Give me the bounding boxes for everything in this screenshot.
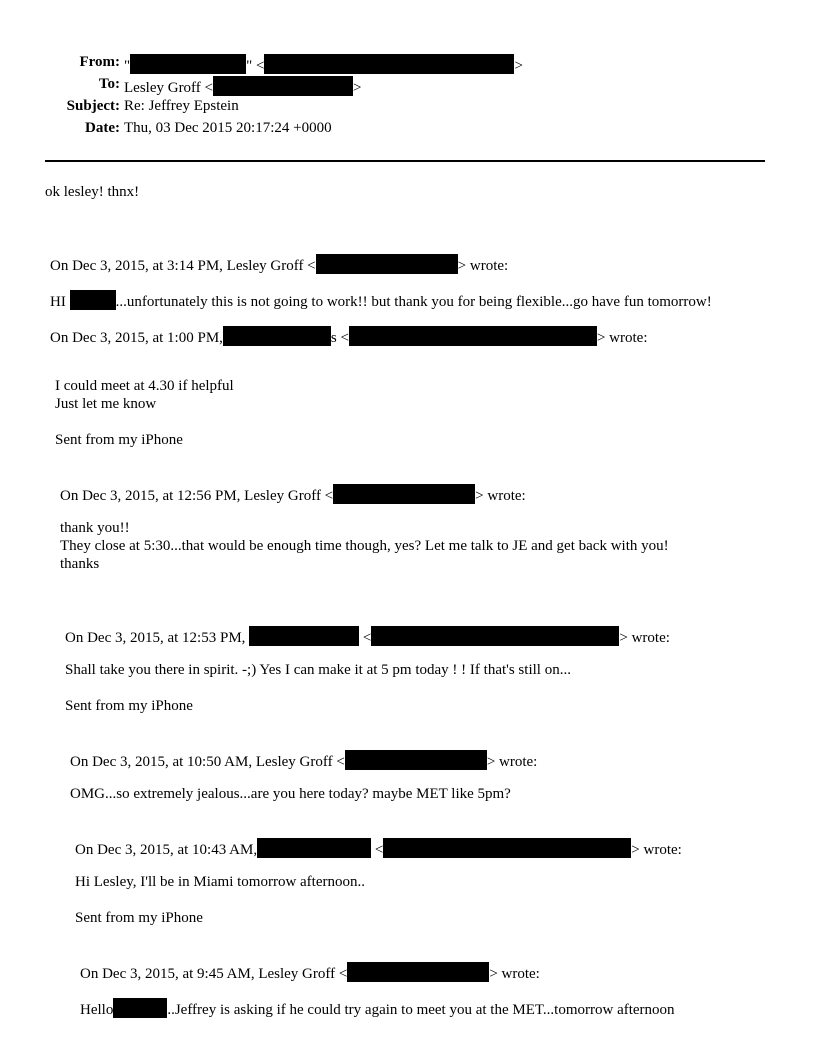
redaction-block (264, 54, 514, 74)
quote-attribution: On Dec 3, 2015, at 3:14 PM, Lesley Groff < > wrote: (50, 254, 508, 275)
redaction-block (383, 838, 631, 858)
quote-body: Just let me know (55, 396, 157, 412)
signature-text: Sent from my iPhone (55, 432, 183, 448)
redaction-block (213, 76, 353, 96)
quote-body: Shall take you there in spirit. -;) Yes I can make it at 5 pm today ! ! If that's still on... (65, 662, 571, 678)
quote-body: HI ...unfortunately this is not going to work!! but thank you for being flexible...go have fun tomorrow! (50, 290, 712, 311)
quote-attribution: On Dec 3, 2015, at 1:00 PM, s < > wrote: (50, 326, 647, 347)
redaction-block (316, 254, 458, 274)
quote-attribution: On Dec 3, 2015, at 9:45 AM, Lesley Groff < > wrote: (80, 962, 540, 983)
quote-attribution: On Dec 3, 2015, at 10:43 AM, < > wrote: (75, 838, 682, 859)
redaction-block (130, 54, 246, 74)
from-label: From: (79, 54, 120, 70)
quote-body: Hi Lesley, I'll be in Miami tomorrow afternoon.. (75, 874, 365, 890)
quote-body: They close at 5:30...that would be enough time though, yes? Let me talk to JE and get back with you! (60, 538, 669, 554)
quote-attribution: On Dec 3, 2015, at 12:56 PM, Lesley Groff < > wrote: (60, 484, 526, 505)
redaction-block (113, 998, 167, 1018)
quote-body: OMG...so extremely jealous...are you here today? maybe MET like 5pm? (70, 786, 511, 802)
signature-text: Sent from my iPhone (65, 698, 193, 714)
redaction-block (223, 326, 331, 346)
date-value: Thu, 03 Dec 2015 20:17:24 +0000 (124, 120, 332, 136)
redaction-block (249, 626, 359, 646)
redaction-block (371, 626, 619, 646)
to-label: To: (98, 76, 120, 92)
subject-label: Subject: (66, 98, 120, 114)
quote-body: thanks (60, 556, 100, 572)
subject-value: Re: Jeffrey Epstein (124, 98, 239, 114)
redaction-block (345, 750, 487, 770)
quote-attribution: On Dec 3, 2015, at 12:53 PM, < > wrote: (65, 626, 670, 647)
quote-attribution: On Dec 3, 2015, at 10:50 AM, Lesley Groff < > wrote: (70, 750, 537, 771)
quote-body: Hello ..Jeffrey is asking if he could try again to meet you at the MET...tomorrow afternoon (80, 998, 675, 1019)
from-value: " " < > (124, 54, 523, 75)
date-label: Date: (85, 120, 120, 136)
to-value: Lesley Groff < > (124, 76, 361, 97)
redaction-block (333, 484, 475, 504)
signature-text: Sent from my iPhone (75, 910, 203, 926)
redaction-block (70, 290, 116, 310)
header-divider (45, 160, 765, 162)
quote-body: I could meet at 4.30 if helpful (55, 378, 234, 394)
quote-body: thank you!! (60, 520, 130, 536)
redaction-block (347, 962, 489, 982)
reply-text: ok lesley! thnx! (45, 184, 140, 200)
redaction-block (257, 838, 371, 858)
redaction-block (349, 326, 597, 346)
